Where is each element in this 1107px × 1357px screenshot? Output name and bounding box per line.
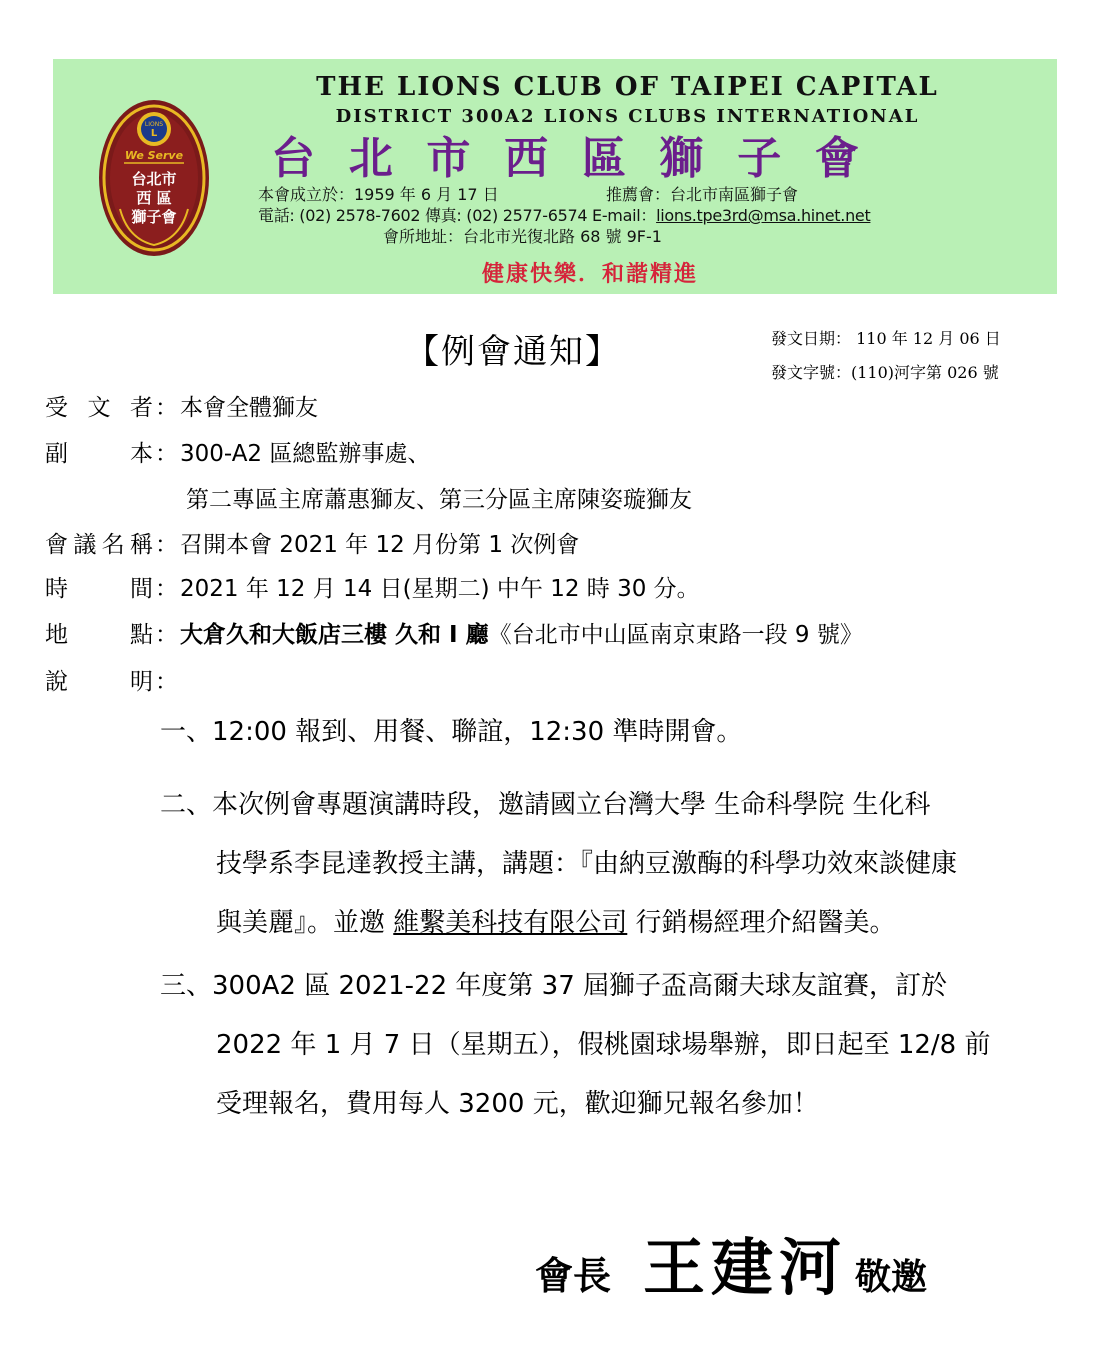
club-name-char: 西 bbox=[504, 133, 549, 184]
meeting-value: 召開本會 2021 年 12 月份第 1 次例會 bbox=[180, 532, 580, 558]
recipient-row: 受文者：本會全體獅友 bbox=[45, 395, 318, 421]
club-motto: 健康快樂．和諧精進 bbox=[481, 262, 698, 287]
meeting-label: 會議名稱 bbox=[45, 532, 153, 558]
notes-row: 說明： bbox=[45, 669, 178, 695]
club-name-char: 會 bbox=[814, 133, 859, 184]
note-item-2-line3-a: 與美麗』。並邀 bbox=[216, 908, 394, 938]
logo-top-text: LIONS bbox=[144, 121, 164, 128]
signature-role: 會長 bbox=[535, 1253, 612, 1298]
note-item-2-line2: 技學系李昆達教授主講，講題：『由納豆激酶的科學功效來談健康 bbox=[216, 849, 958, 879]
time-label: 時間 bbox=[45, 576, 153, 602]
copy-value-line1: 300-A2 區總監辦事處、 bbox=[180, 441, 431, 467]
recipient-label: 受文者 bbox=[45, 395, 153, 421]
note-item-2-line3-b: 行銷楊經理介紹醫美。 bbox=[627, 908, 896, 938]
notes-label: 說明 bbox=[45, 669, 153, 695]
letterhead bbox=[53, 59, 1057, 294]
copy-label: 副本 bbox=[45, 441, 153, 467]
logo-slogan: We Serve bbox=[124, 149, 184, 162]
place-row: 地點：大倉久和大飯店三樓 久和 I 廳《台北市中山區南京東路一段 9 號》 bbox=[45, 622, 863, 648]
email-link[interactable]: lions.tpe3rd@msa.hinet.net bbox=[656, 206, 871, 225]
logo-line3: 獅子會 bbox=[131, 208, 177, 226]
club-name-char: 區 bbox=[581, 133, 626, 184]
logo-line1: 台北市 bbox=[131, 170, 177, 188]
club-name-chinese bbox=[271, 131, 859, 187]
note-item-1 bbox=[160, 703, 742, 762]
place-label: 地點 bbox=[45, 622, 153, 648]
note-item-3-line2: 2022 年 1 月 7 日（星期五），假桃園球場舉辦，即日起至 12/8 前 bbox=[216, 1030, 991, 1060]
recipient-value: 本會全體獅友 bbox=[180, 395, 318, 421]
note-item-3-line3: 受理報名，費用每人 3200 元，歡迎獅兄報名參加！ bbox=[216, 1089, 819, 1119]
logo-line2: 西 區 bbox=[136, 189, 172, 207]
reference-number: 發文字號：(110)河字第 026 號 bbox=[771, 363, 999, 382]
issue-date: 發文日期： 110 年 12 月 06 日 bbox=[771, 329, 1001, 348]
sponsor-company: 維繫美科技有限公司 bbox=[393, 908, 628, 938]
note-item-3-line1: 三、300A2 區 2021-22 年度第 37 屆獅子盃高爾夫球友誼賽，訂於 bbox=[160, 971, 947, 1001]
copy-row: 副本：300-A2 區總監辦事處、 bbox=[45, 441, 431, 467]
notice-title: 【例會通知】 bbox=[405, 332, 621, 372]
time-value: 2021 年 12 月 14 日(星期二) 中午 12 時 30 分。 bbox=[180, 576, 700, 602]
copy-value-line2: 第二專區主席蕭惠獅友、第三分區主席陳姿璇獅友 bbox=[186, 487, 692, 513]
note-item-1-text: 一、12:00 報到、用餐、聯誼，12:30 準時開會。 bbox=[160, 717, 743, 747]
club-name-char: 台 bbox=[271, 133, 315, 184]
club-name-char: 子 bbox=[737, 133, 782, 184]
contact-line bbox=[258, 206, 870, 226]
founded-date: 本會成立於：1959 年 6 月 17 日 bbox=[258, 185, 499, 204]
club-name-english: THE LIONS CLUB OF TAIPEI CAPITAL bbox=[316, 72, 939, 102]
phone-fax: 電話: (02) 2578-7602 傳真: (02) 2577-6574 E-mail： bbox=[258, 206, 657, 225]
meeting-row: 會議名稱：召開本會 2021 年 12 月份第 1 次例會 bbox=[45, 532, 580, 558]
place-address: 《台北市中山區南京東路一段 9 號》 bbox=[488, 622, 863, 648]
signature bbox=[535, 1218, 927, 1307]
note-item-3 bbox=[160, 957, 991, 1134]
signature-name: 王建河 bbox=[643, 1231, 848, 1304]
note-item-2 bbox=[160, 776, 957, 953]
sponsor-club: 推薦會：台北市南區獅子會 bbox=[606, 185, 799, 204]
place-venue: 大倉久和大飯店三樓 久和 I 廳 bbox=[180, 622, 489, 648]
signature-invite: 敬邀 bbox=[855, 1256, 928, 1298]
club-name-char: 獅 bbox=[659, 133, 704, 184]
note-item-2-line3 bbox=[160, 894, 957, 953]
club-name-char: 北 bbox=[348, 133, 393, 184]
club-address: 會所地址：台北市光復北路 68 號 9F-1 bbox=[383, 227, 662, 246]
note-item-2-line1: 二、本次例會專題演講時段，邀請國立台灣大學 生命科學院 生化科 bbox=[160, 790, 931, 820]
time-row: 時間：2021 年 12 月 14 日(星期二) 中午 12 時 30 分。 bbox=[45, 576, 700, 602]
district-name-english: DISTRICT 300A2 LIONS CLUBS INTERNATIONAL bbox=[335, 106, 920, 127]
svg-text:L: L bbox=[150, 128, 158, 139]
club-name-char: 市 bbox=[426, 133, 471, 184]
